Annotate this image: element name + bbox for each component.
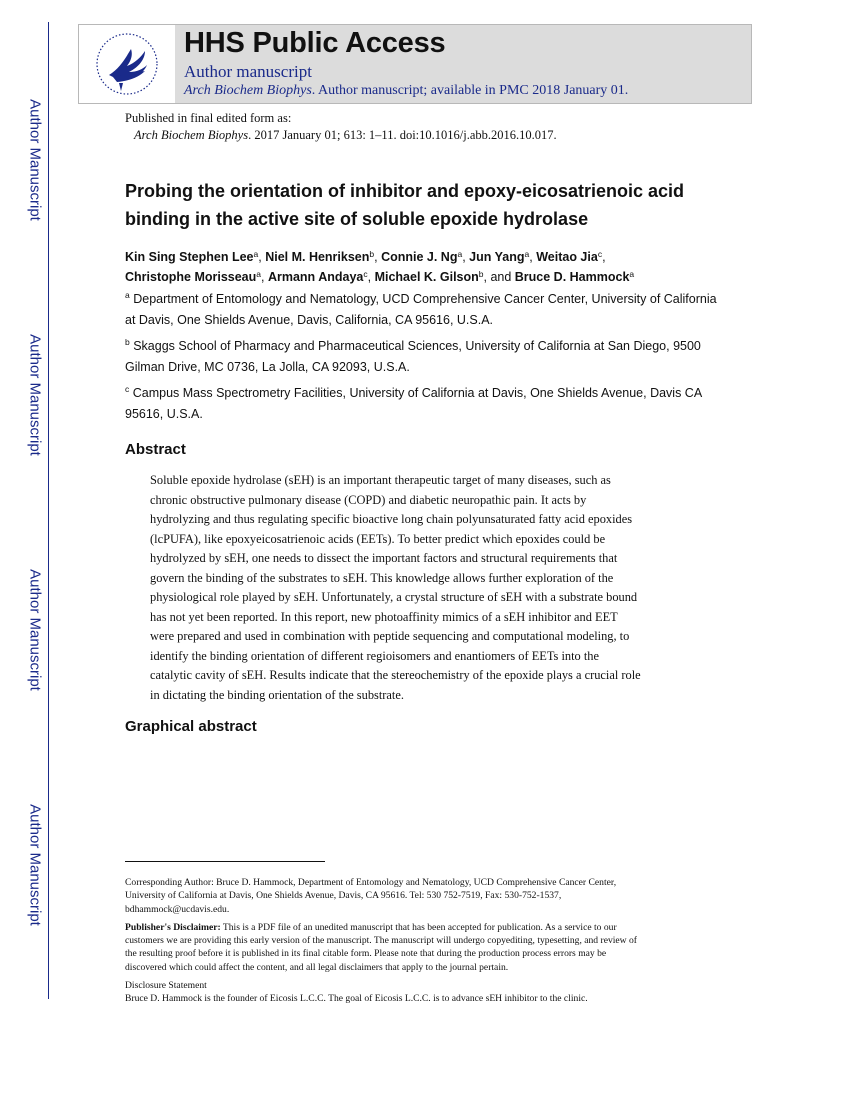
author: Christophe Morisseau$^a$ (125, 269, 262, 284)
margin-rule (48, 22, 49, 999)
author: Kin Sing Stephen Lee$^a$ (125, 249, 259, 264)
author: Niel M. Henriksen$^b$ (265, 249, 375, 264)
graphical-abstract-heading: Graphical abstract (125, 718, 257, 735)
author: Bruce D. Hammock$^a$ (514, 269, 635, 284)
article-title: Probing the orientation of inhibitor and epoxy-eicosatrienoic acid binding in the active site of soluble epoxide hydrolase (125, 181, 685, 229)
abstract-heading: Abstract (125, 441, 186, 458)
author-manuscript-label: Author manuscript (184, 62, 312, 81)
author: Armann Andaya$^c$ (267, 269, 368, 284)
author: Michael K. Gilson$^b$ (374, 269, 484, 284)
affiliation-b: $^b$ Skaggs School of Pharmacy and Pharmaceutical Sciences, University of California at San Diego, 9500 Gilman Drive, MC 0736, La Jolla, CA 92093, U.S.A. (125, 337, 701, 374)
published-notice: Published in final edited form as: Arch Biochem Biophys. 2017 January 01; 613: 1–11. doi:10.1016/j.abb.2016.10.017. (125, 111, 557, 142)
footnotes (125, 876, 725, 1006)
disclosure-heading: Disclosure Statement (125, 980, 207, 992)
author: Connie J. Ng$^a$ (381, 249, 463, 264)
corresponding-author-note: Corresponding Author: Bruce D. Hammock, Department of Entomology and Nematology, UCD Comprehensive Cancer Center, University of California at Davis, One Shields Avenue, Davis, CA 95616. Tel: 530 752-7519, Fax: 530-752-1537, bdhammock@ucdavis.edu. (125, 877, 617, 915)
affiliation-c: $^c$ Campus Mass Spectrometry Facilities, University of California at Davis, One Shields Avenue, Davis CA 95616, U.S.A. (125, 384, 702, 421)
author-list: Kin Sing Stephen Lee$^a$, Niel M. Henriksen$^b$, Connie J. Ng$^a$, Jun Yang$^a$, Weitao Jia$^c$, Christophe Morisseau$^a$, Armann Andaya$^c$, Michael K. Gilson$^b$, and Bruce D. Hammock$^a$ (125, 249, 635, 284)
disclosure-text: Bruce D. Hammock is the founder of Eicosis L.C.C. The goal of Eicosis L.C.C. is to advance sEH inhibitor to the clinic. (125, 993, 588, 1005)
pmc-availability: Arch Biochem Biophys. Author manuscript; available in PMC 2018 January 01. (184, 83, 629, 98)
author: Jun Yang$^a$ (469, 249, 530, 264)
hhs-eagle-logo-icon (79, 25, 175, 103)
footnote-rule (125, 861, 325, 862)
hhs-public-access-title: HHS Public Access (184, 27, 446, 59)
affiliation-a: $^a$ Department of Entomology and Nematology, UCD Comprehensive Cancer Center, University of California at Davis, One Shields Avenue, Davis, California, CA 95616, U.S.A. (125, 290, 717, 327)
author: Weitao Jia$^c$ (536, 249, 603, 264)
publisher-disclaimer: Publisher's Disclaimer: This is a PDF file of an unedited manuscript that has been accepted for publication. As a service to our customers we are providing this early version of the manuscript. The manuscript will undergo copyediting, typesetting, and review of the resulting proof before it is published in its final citable form. Please note that during the production process errors may be discovered which could affect the content, and all legal disclaimers that apply to the journal pertain. (125, 921, 637, 973)
abstract-body: Soluble epoxide hydrolase (sEH) is an important therapeutic target of many diseases, such as chronic obstructive pulmonary disease (COPD) and diabetic neuropathic pain. It acts by hydrolyzing and thus regulating specific bioactive long chain polyunsaturated fatty acid epoxides (lcPUFA), like epoxyeicosatrienoic acids (EETs). To better predict which epoxides could be hydrolyzed by sEH, one needs to dissect the important factors and structural requirements that govern the binding of the substrates to sEH. This knowledge allows further exploration of the physiological role played by sEH. Unfortunately, a crystal structure of sEH with a substrate bound has not yet been reported. In this report, new photoaffinity mimics of a sEH inhibitor and EET were prepared and used in combination with peptide sequencing and computational modeling, to identify the binding orientation of different regioisomers and enantiomers of EETs into the catalytic cavity of sEH. Results indicate that the stereochemistry of the epoxide plays a crucial role in dictating the binding orientation of the substrate. (150, 473, 641, 702)
hhs-header (78, 24, 752, 104)
